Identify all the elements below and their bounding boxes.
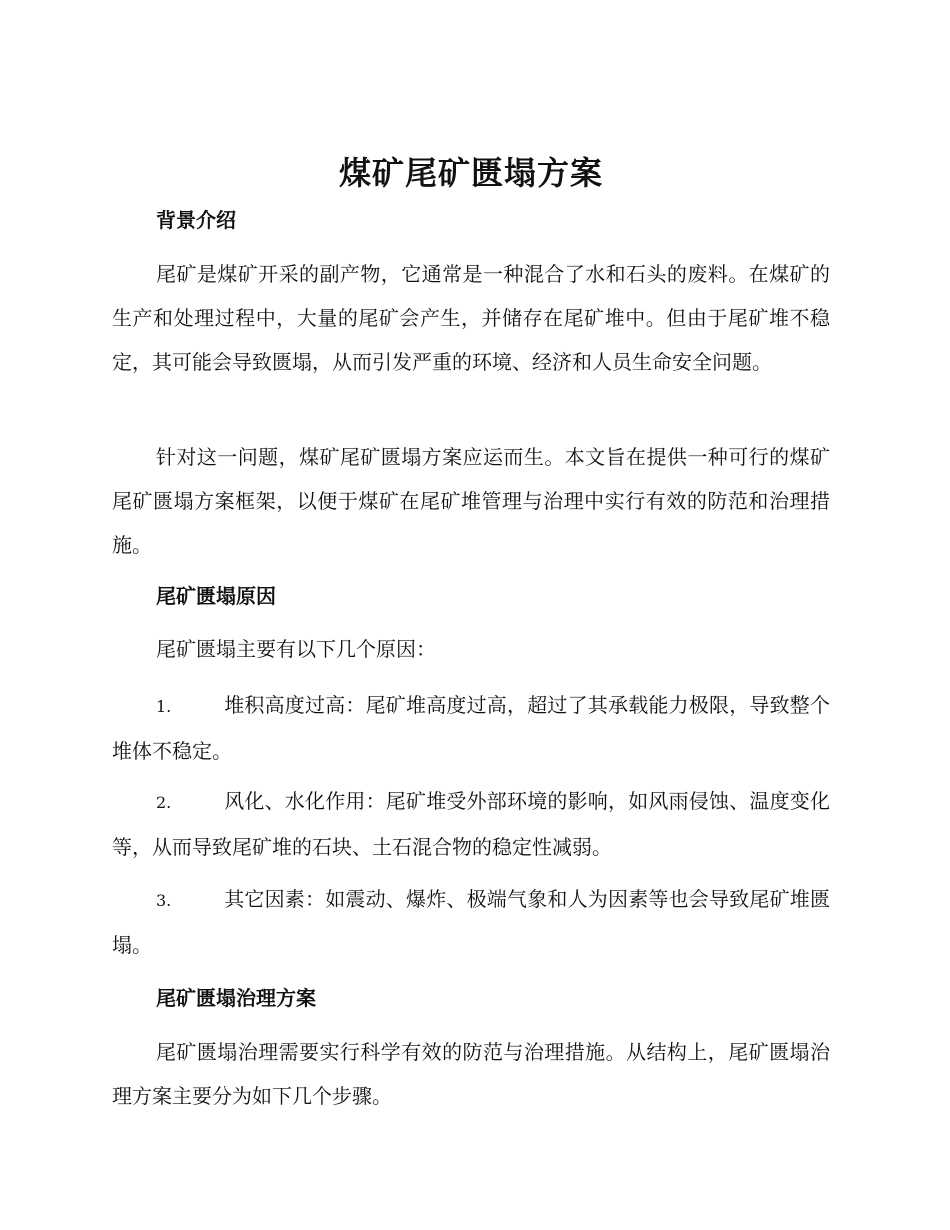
section-heading-causes: 尾矿匮塌原因: [156, 584, 276, 608]
list-item-number: 3.: [156, 891, 172, 910]
list-item-number: 2.: [156, 793, 172, 812]
paragraph: 尾矿是煤矿开采的副产物，它通常是一种混合了水和石头的废料。在煤矿的生产和处理过程中，大量的尾矿会产生，并储存在尾矿堆中。但由于尾矿堆不稳定，其可能会导致匮塌，从而引发严重的环境、经济和人员生命安全问题。: [112, 262, 830, 374]
document-page: [112, 0, 830, 1230]
document-title: 煤矿尾矿匮塌方案: [338, 154, 603, 192]
list-item: [112, 877, 830, 967]
list-item-number: 1.: [156, 697, 172, 716]
list-item-text: 风化、水化作用：尾矿堆受外部环境的影响，如风雨侵蚀、温度变化等，从而导致尾矿堆的石块、土石混合物的稳定性减弱。: [112, 789, 830, 859]
section-heading-background: 背景介绍: [156, 208, 236, 232]
paragraph: 针对这一问题，煤矿尾矿匮塌方案应运而生。本文旨在提供一种可行的煤矿尾矿匮塌方案框架，以便于煤矿在尾矿堆管理与治理中实行有效的防范和治理措施。: [112, 445, 830, 557]
list-item-text: 其它因素：如震动、爆炸、极端气象和人为因素等也会导致尾矿堆匮塌。: [112, 887, 830, 957]
paragraph: 尾矿匮塌治理需要实行科学有效的防范与治理措施。从结构上，尾矿匮塌治理方案主要分为如下几个步骤。: [112, 1040, 830, 1108]
list-item-text: 堆积高度过高：尾矿堆高度过高，超过了其承载能力极限，导致整个堆体不稳定。: [112, 693, 830, 763]
paragraph: 尾矿匮塌主要有以下几个原因：: [156, 637, 436, 661]
list-item: [112, 779, 830, 869]
list-item: [112, 683, 830, 773]
section-heading-treatment: 尾矿匮塌治理方案: [156, 986, 316, 1010]
